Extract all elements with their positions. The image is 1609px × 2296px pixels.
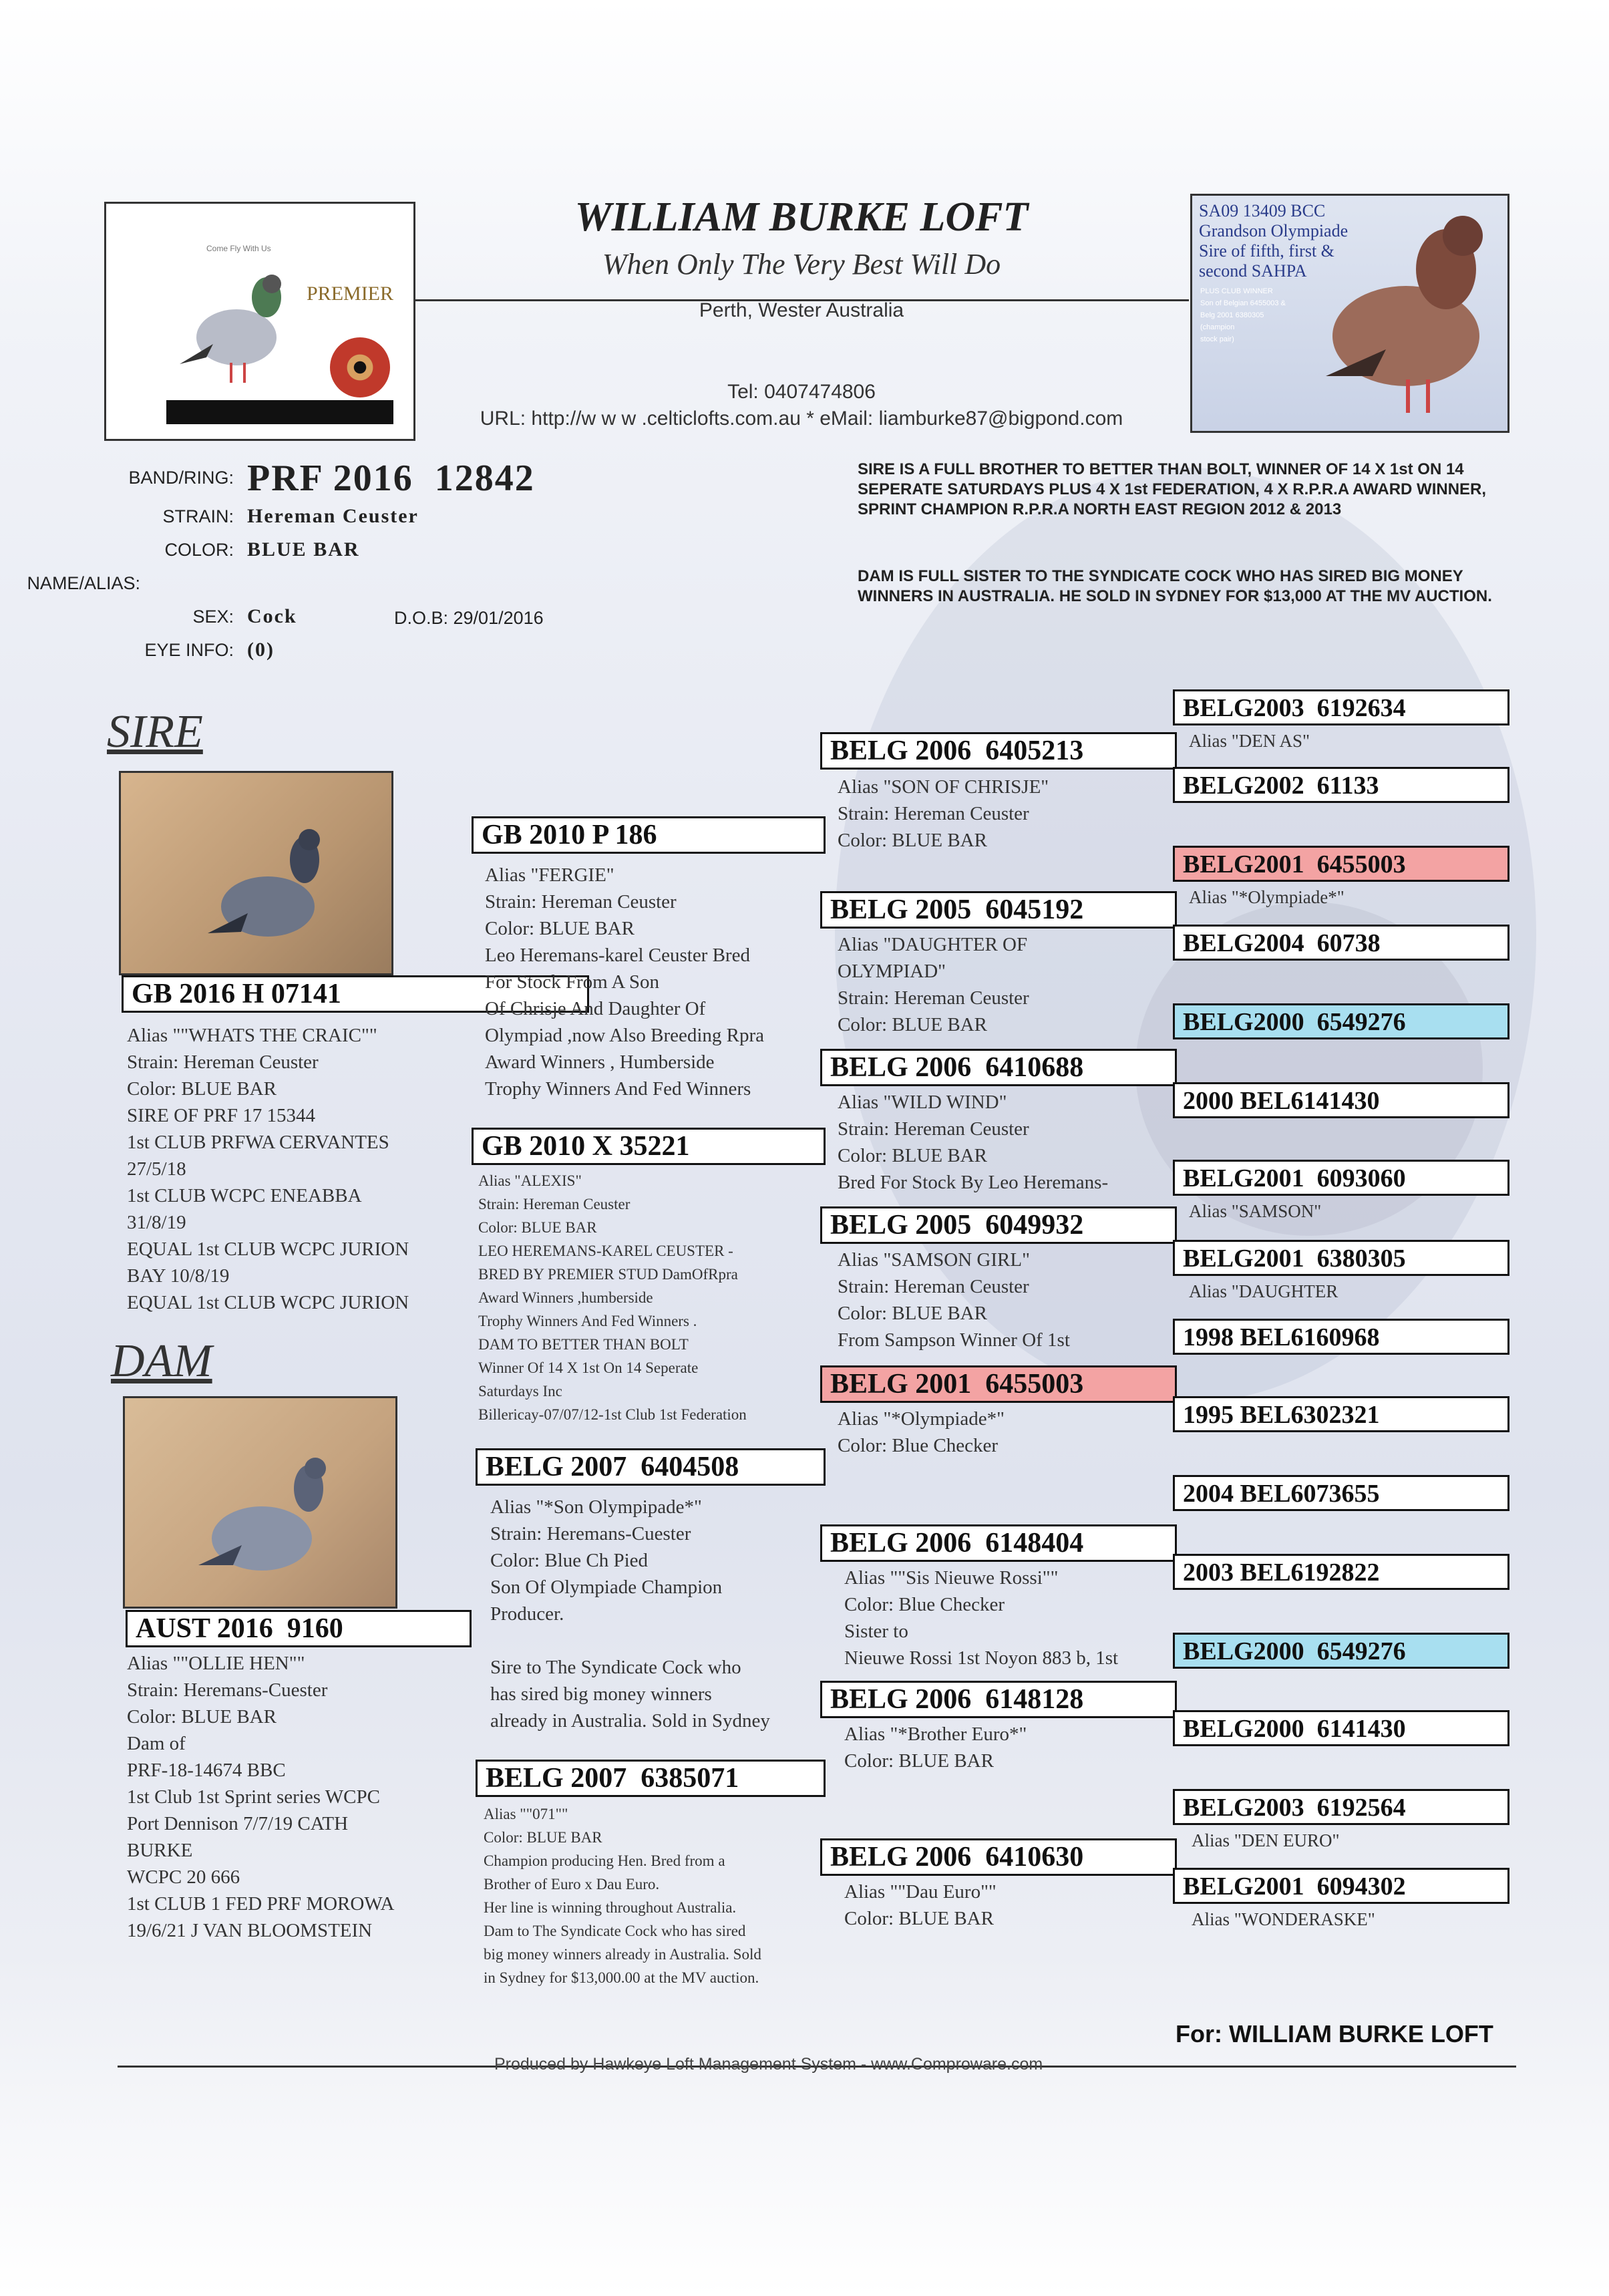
gen3-detail-line: Bred For Stock By Leo Heremans- [838,1172,1109,1193]
gen3-detail-line: Alias "*Brother Euro*" [844,1724,1027,1745]
sex-value: Cock [247,605,297,627]
gen3-details-3 [838,1089,1108,1196]
gen4-box-14: BELG2000 6141430 [1173,1710,1509,1746]
gen2-ds-details [490,1494,770,1734]
sire-photo [119,771,393,975]
gen3-detail-line: Alias "WILD WIND" [838,1092,1007,1113]
gen3-box-7: BELG 2006 6148128 [820,1681,1177,1718]
loft-location: Perth, Wester Australia [699,299,904,321]
gen4-box-2: BELG2002 61133 [1173,767,1509,803]
gen3-detail-line: OLYMPIAD" [838,961,946,982]
gen3-detail-line: From Sampson Winner Of 1st [838,1329,1070,1351]
color-label: COLOR: [164,540,234,560]
gen2-ds-line: Color: Blue Ch Pied [490,1550,649,1571]
gen3-details-5 [838,1406,1005,1459]
gen2-ss-line: Color: BLUE BAR [485,918,635,939]
gen2-sd-line: Saturdays Inc [478,1383,562,1400]
dam-details [127,1650,394,1944]
gen3-detail-line: Color: BLUE BAR [838,1303,987,1324]
gen3-detail-line: Color: BLUE BAR [838,830,987,851]
gen2-sd-line: Strain: Hereman Ceuster [478,1196,631,1212]
left-logo-image [104,202,415,441]
gen2-dd-line: Brother of Euro x Dau Euro. [484,1876,660,1893]
gen2-sd-line: Alias "ALEXIS" [478,1172,582,1189]
right-feature-photo [1190,194,1509,433]
sire-pigeon-icon [194,813,341,960]
gen4-box-15: BELG2003 6192564 [1173,1789,1509,1825]
feature-small-line: Belg 2001 6380305 [1200,311,1264,319]
feature-caption [1199,201,1348,281]
gen2-ss-line: Leo Heremans-karel Ceuster Bred [485,945,750,966]
gen3-detail-line: Strain: Hereman Ceuster [838,1118,1029,1140]
gen2-sd-line: LEO HEREMANS-KAREL CEUSTER - [478,1243,733,1259]
logo-eye-icon [330,337,390,397]
gen2-sd-line: Winner Of 14 X 1st On 14 Seperate [478,1359,699,1376]
gen2-dd-line: Her line is winning throughout Australia. [484,1899,737,1916]
gen2-ss-line: Olympiad ,now Also Breeding Rpra [485,1025,765,1046]
strain-value: Hereman Ceuster [247,505,419,527]
gen2-sd-band-box: GB 2010 X 35221 [472,1128,826,1165]
logo-caption: Come Fly With Us [206,244,271,253]
gen4-box-10: 1995 BEL6302321 [1173,1396,1509,1432]
gen2-sd-line: Billericay-07/07/12-1st Club 1st Federation [478,1406,747,1423]
gen3-detail-line: Color: BLUE BAR [838,1014,987,1035]
gen2-dd-line: Color: BLUE BAR [484,1829,602,1846]
gen3-detail-line: Alias ""Dau Euro"" [844,1881,997,1903]
dam-detail-line: 19/6/21 J VAN BLOOMSTEIN [127,1920,373,1941]
sire-detail-line: BAY 10/8/19 [127,1265,230,1287]
gen3-detail-line: Alias "SON OF CHRISJE" [838,776,1049,798]
feature-caption-line: SA09 13409 BCC [1199,201,1326,220]
dam-detail-line: Port Dennison 7/7/19 CATH [127,1813,349,1834]
dam-detail-line: WCPC 20 666 [127,1866,240,1888]
dam-detail-line: PRF-18-14674 BBC [127,1760,286,1781]
sire-detail-line: 1st CLUB PRFWA CERVANTES [127,1132,389,1153]
feature-caption-line: second SAHPA [1199,261,1307,281]
gen2-ds-band-box: BELG 2007 6404508 [476,1448,826,1486]
gen2-ds-line: Strain: Heremans-Cuester [490,1523,691,1544]
sire-detail-line: SIRE OF PRF 17 15344 [127,1105,316,1126]
sire-detail-line: Alias ""WHATS THE CRAIC"" [127,1025,377,1046]
gen4-alias-8: Alias "DAUGHTER [1189,1281,1338,1301]
gen2-dd-line: Champion producing Hen. Bred from a [484,1852,725,1869]
gen2-sd-line: Trophy Winners And Fed Winners . [478,1313,697,1329]
sire-detail-line: Strain: Hereman Ceuster [127,1051,319,1073]
gen3-detail-line: Color: BLUE BAR [844,1750,994,1772]
sire-detail-line: 31/8/19 [127,1212,186,1233]
sire-detail-line: 27/5/18 [127,1158,186,1180]
gen3-detail-line: Strain: Hereman Ceuster [838,1276,1029,1297]
gen4-alias-15: Alias "DEN EURO" [1192,1830,1340,1850]
sire-details [127,1022,409,1316]
feature-small-line: (champion [1200,323,1235,331]
band-value: PRF 2016 12842 [247,458,535,499]
dam-photo [123,1396,397,1609]
sire-band-box: GB 2016 H 07141 [122,975,589,1013]
gen2-ss-band-box: GB 2010 P 186 [472,816,826,854]
gen2-ds-line: Son Of Olympiade Champion [490,1577,723,1598]
loft-name: WILLIAM BURKE LOFT [574,194,1029,240]
sire-detail-line: EQUAL 1st CLUB WCPC JURION [127,1239,409,1260]
dam-detail-line: Dam of [127,1733,186,1754]
loft-motto: When Only The Very Best Will Do [602,248,1001,281]
dam-note: DAM IS FULL SISTER TO THE SYNDICATE COCK WHO HAS SIRED BIG MONEY WINNERS IN AUSTRALIA. HE SOLD IN SYDNEY FOR $13,000 AT THE MV AUCTION. [858,567,1492,605]
gen3-detail-line: Strain: Hereman Ceuster [838,803,1029,824]
gen3-detail-line: Color: Blue Checker [844,1594,1005,1615]
gen4-box-11: 2004 BEL6073655 [1173,1475,1509,1511]
gen3-box-3: BELG 2006 6410688 [820,1049,1177,1086]
gen3-box-1: BELG 2006 6405213 [820,732,1177,770]
gen4-box-6: 2000 BEL6141430 [1173,1082,1509,1118]
gen3-box-5: BELG 2001 6455003 [820,1365,1177,1403]
gen4-box-4: BELG2004 60738 [1173,925,1509,961]
dam-detail-line: 1st Club 1st Sprint series WCPC [127,1786,380,1808]
dam-detail-line: BURKE [127,1840,193,1861]
gen3-details-2 [838,931,1029,1038]
feature-small-line: Son of Belgian 6455003 & [1200,299,1286,307]
gen2-dd-band-box: BELG 2007 6385071 [476,1760,826,1797]
gen3-box-4: BELG 2005 6049932 [820,1206,1177,1244]
gen3-details-7 [844,1721,1027,1774]
gen3-details-4 [838,1247,1070,1353]
dam-detail-line: Alias ""OLLIE HEN"" [127,1653,305,1674]
gen3-box-2: BELG 2005 6045192 [820,891,1177,929]
eye-value: (0) [247,639,275,661]
gen2-dd-details [484,1802,761,1989]
gen2-ss-line: Award Winners , Humberside [485,1051,715,1073]
produced-by: Produced by Hawkeye Loft Management System - www.Comproware.com [494,2055,1043,2074]
gen3-detail-line: Color: BLUE BAR [838,1145,987,1166]
name-alias-label: NAME/ALIAS: [27,573,140,593]
gen4-box-12: 2003 BEL6192822 [1173,1554,1509,1590]
eye-label: EYE INFO: [144,640,234,660]
feature-small-line: PLUS CLUB WINNER [1200,287,1273,295]
gen2-ds-line: Sire to The Syndicate Cock who [490,1657,741,1678]
gen3-detail-line: Nieuwe Rossi 1st Noyon 883 b, 1st [844,1647,1119,1669]
gen2-sd-line: DAM TO BETTER THAN BOLT [478,1336,689,1353]
sex-label: SEX: [192,607,234,627]
gen2-dd-line: Alias ""071"" [484,1806,568,1822]
gen4-box-1: BELG2003 6192634 [1173,689,1509,725]
gen4-box-3: BELG2001 6455003 [1173,846,1509,882]
gen2-ss-line: Of Chrisje And Daughter Of [485,998,706,1019]
gen2-ds-line: has sired big money winners [490,1683,712,1705]
feature-small-line: stock pair) [1200,335,1234,343]
sire-note: SIRE IS A FULL BROTHER TO BETTER THAN BOLT, WINNER OF 14 X 1st ON 14 SEPERATE SATURDAYS PLUS 4 X 1st FEDERATION, 4 X R.P.R.A AWARD WINNER, SPRINT CHAMPION R.P.R.A NORTH EAST REGION 2012 & 2013 [858,460,1487,518]
sire-heading: SIRE [107,706,203,758]
gen4-alias-1: Alias "DEN AS" [1189,731,1310,751]
gen2-dd-line: Dam to The Syndicate Cock who has sired [484,1923,746,1939]
gen4-alias-3: Alias "*Olympiade*" [1189,887,1345,907]
feature-caption-line: Grandson Olympiade [1199,221,1349,240]
gen3-detail-line: Alias "*Olympiade*" [838,1408,1005,1430]
logo-brand: PREMIER [307,283,394,305]
dam-pigeon-icon [185,1438,345,1599]
gen3-details-1 [838,774,1049,854]
gen3-detail-line: Strain: Hereman Ceuster [838,987,1029,1009]
gen4-box-9: 1998 BEL6160968 [1173,1319,1509,1355]
gen4-box-7: BELG2001 6093060 [1173,1160,1509,1196]
gen2-ds-line: Producer. [490,1603,564,1625]
gen2-sd-line: Award Winners ,humberside [478,1289,653,1306]
gen4-alias-16: Alias "WONDERASKE" [1192,1909,1375,1929]
gen3-detail-line: Color: Blue Checker [838,1435,999,1456]
gen3-details-8 [844,1878,997,1932]
logo-footer-bar [166,400,393,424]
gen2-ss-line: For Stock From A Son [485,971,660,993]
gen2-ds-line [490,1627,770,1654]
gen2-dd-line: in Sydney for $13,000.00 at the MV auction. [484,1969,759,1986]
sire-detail-line: EQUAL 1st CLUB WCPC JURION [127,1292,409,1313]
loft-tel: Tel: 0407474806 [727,381,876,403]
gen2-dd-line: big money winners already in Australia. Sold [484,1946,761,1963]
dam-detail-line: Color: BLUE BAR [127,1706,277,1728]
gen4-box-13: BELG2000 6549276 [1173,1633,1509,1669]
loft-url-email: URL: http://w w w .celticlofts.com.au * eMail: liamburke87@bigpond.com [480,407,1123,430]
gen2-ds-line: already in Australia. Sold in Sydney [490,1710,770,1732]
logo-pigeon-icon [166,257,293,391]
dam-heading: DAM [111,1335,212,1387]
gen3-details-6 [844,1565,1118,1671]
color-value: BLUE BAR [247,538,360,560]
gen4-box-16: BELG2001 6094302 [1173,1868,1509,1904]
gen2-sd-details [478,1169,747,1426]
dam-band-box: AUST 2016 9160 [126,1610,472,1647]
feature-small-caption [1200,285,1286,345]
gen3-detail-line: Sister to [844,1621,908,1642]
gen3-detail-line: Alias "SAMSON GIRL" [838,1249,1030,1271]
for-line: For: WILLIAM BURKE LOFT [1176,2020,1493,2047]
gen4-box-8: BELG2001 6380305 [1173,1240,1509,1276]
gen2-ss-line: Alias "FERGIE" [485,864,614,886]
gen4-alias-7: Alias "SAMSON" [1189,1201,1322,1221]
gen3-detail-line: Alias ""Sis Nieuwe Rossi"" [844,1567,1059,1589]
feature-caption-line: Sire of fifth, first & [1199,241,1334,261]
gen2-ds-line: Alias "*Son Olympipade*" [490,1496,702,1518]
gen3-detail-line: Color: BLUE BAR [844,1908,994,1929]
sire-detail-line: 1st CLUB WCPC ENEABBA [127,1185,362,1206]
gen2-sd-line: BRED BY PREMIER STUD DamOfRpra [478,1266,738,1283]
band-label: BAND/RING: [128,468,234,488]
dam-detail-line: 1st CLUB 1 FED PRF MOROWA [127,1893,395,1915]
gen2-sd-line: Color: BLUE BAR [478,1219,597,1236]
gen3-box-6: BELG 2006 6148404 [820,1524,1177,1562]
sire-detail-line: Color: BLUE BAR [127,1078,277,1100]
dob: D.O.B: 29/01/2016 [394,608,544,628]
gen2-ss-line: Trophy Winners And Fed Winners [485,1078,751,1100]
gen3-detail-line: Alias "DAUGHTER OF [838,934,1028,955]
dam-detail-line: Strain: Heremans-Cuester [127,1679,328,1701]
gen3-box-8: BELG 2006 6410630 [820,1838,1177,1876]
gen2-ss-details [485,862,764,1102]
gen4-box-5: BELG2000 6549276 [1173,1003,1509,1039]
strain-label: STRAIN: [162,506,234,526]
gen2-ss-line: Strain: Hereman Ceuster [485,891,677,913]
